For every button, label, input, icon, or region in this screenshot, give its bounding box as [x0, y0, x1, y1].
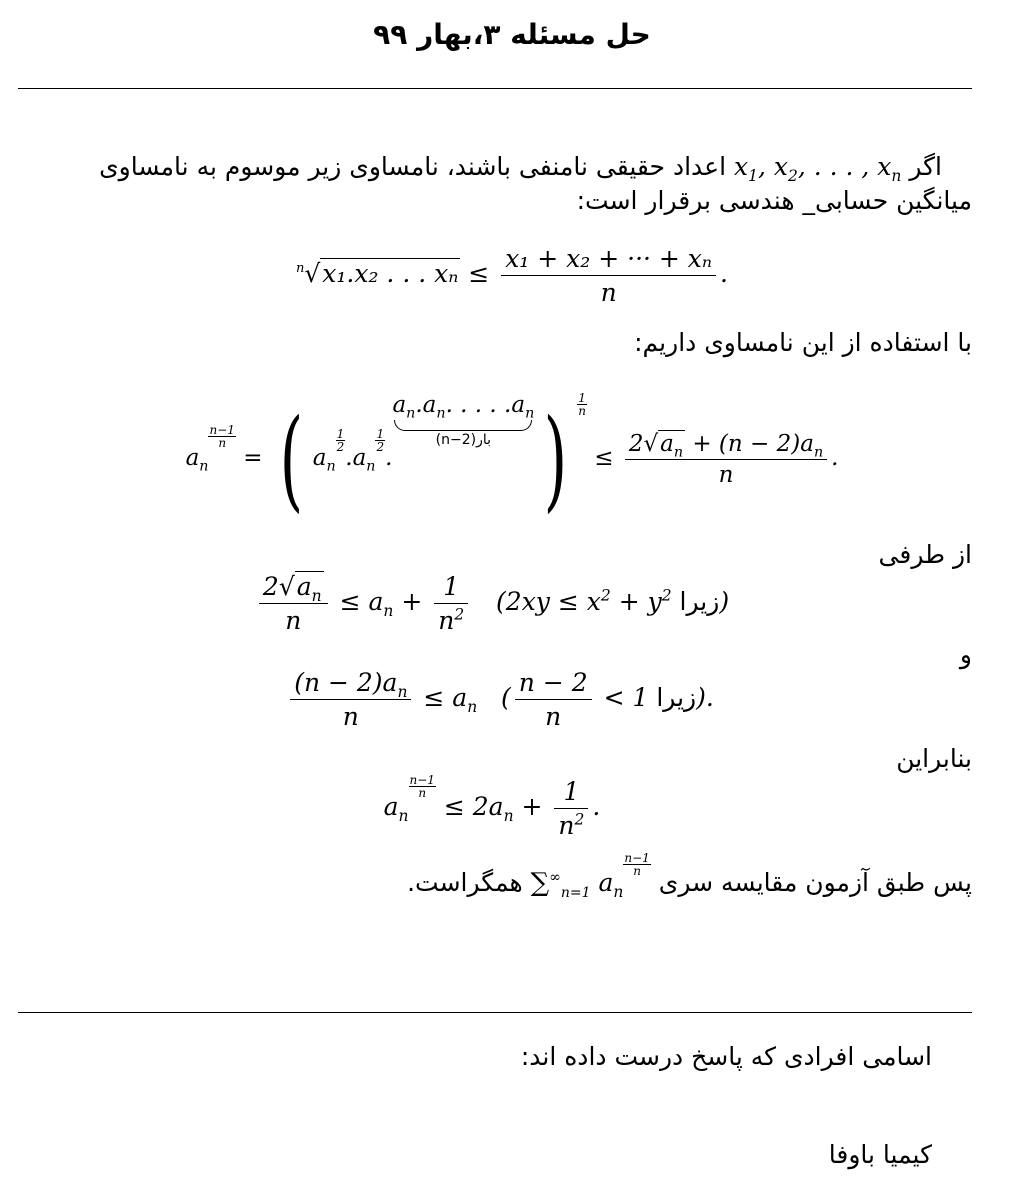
using-text: با استفاده از این نامساوی داریم:	[634, 328, 972, 357]
main-inequality: $a_n$ $\frac{n-1}{n}$ = ( $a_n$ $\frac{1}{2}$ $.a_n$ $\frac{1}{2}$ $.a_n.a_n$. . . . $.a_n$ (n−2)بار ) $\frac{1}{n}$ ≤ $\frac{2√a_n + (n - 2)a_n}{n}$ .	[185, 391, 839, 523]
therefore-text: بنابراین	[896, 744, 972, 773]
conclusion	[18, 852, 972, 900]
amgm-inequality: $^n$√x₁.x₂ . . . xₙ ≤ $\frac{\text{x₁ + x₂ + ··· + xₙ}}{n}$ .	[295, 244, 728, 307]
inequality-two: $\frac{2√a_n}{n}$ ≤ $a_n$ + $\frac{1}{n^2}$ ($2xy \le x^2 + y^2$ زیرا)	[0, 572, 1004, 635]
and-word: و	[959, 640, 972, 669]
bottom-divider	[18, 1012, 972, 1013]
variables-list: $x_1$, $x_2$, . . . , $x_n$	[733, 152, 902, 185]
series-expression: $\sum^\infty_{n=1}$ $a_n$ $\frac{n-1}{n}$	[530, 851, 650, 901]
conclusion-suffix: همگراست.	[407, 868, 523, 897]
because-word-2: زیرا	[656, 683, 697, 712]
intro-if: اگر	[909, 152, 942, 181]
intro-text: اعداد حقیقی نامنفی باشند، نامساوی زیر موسوم به نامساوی میانگین حسابی_ هندسی برقرار است:	[99, 152, 972, 215]
conclusion-prefix: پس طبق آزمون مقایسه سری	[658, 868, 972, 897]
correct-heading: اسامی افرادی که پاسخ درست داده اند:	[520, 1042, 932, 1071]
name-item: کیمیا باوفا	[828, 1140, 932, 1169]
other-hand-text: از طرفی	[878, 540, 972, 569]
names-list	[0, 1138, 932, 1172]
repeat-label: (n−2)بار	[435, 432, 492, 448]
because-word-1: زیرا	[679, 587, 720, 616]
top-divider	[18, 88, 972, 89]
inequality-three: $\frac{(n - 2)a_n}{n}$ ≤ $a_n$ ( $\frac{n - 2}{n}$ < 1 زیرا).	[0, 668, 1012, 731]
amgm-sum: x₁ + x₂ + ··· + xₙ	[501, 244, 716, 276]
page-title: حل مسئله ۳،بهار ۹۹	[373, 18, 651, 51]
intro-paragraph	[18, 150, 972, 218]
inequality-four: $a_n$ $\frac{n-1}{n}$ ≤ $2a_n$ + $\frac{1}{n^2}$ .	[383, 773, 601, 840]
amgm-product: x₁.x₂ . . . xₙ	[322, 259, 459, 288]
